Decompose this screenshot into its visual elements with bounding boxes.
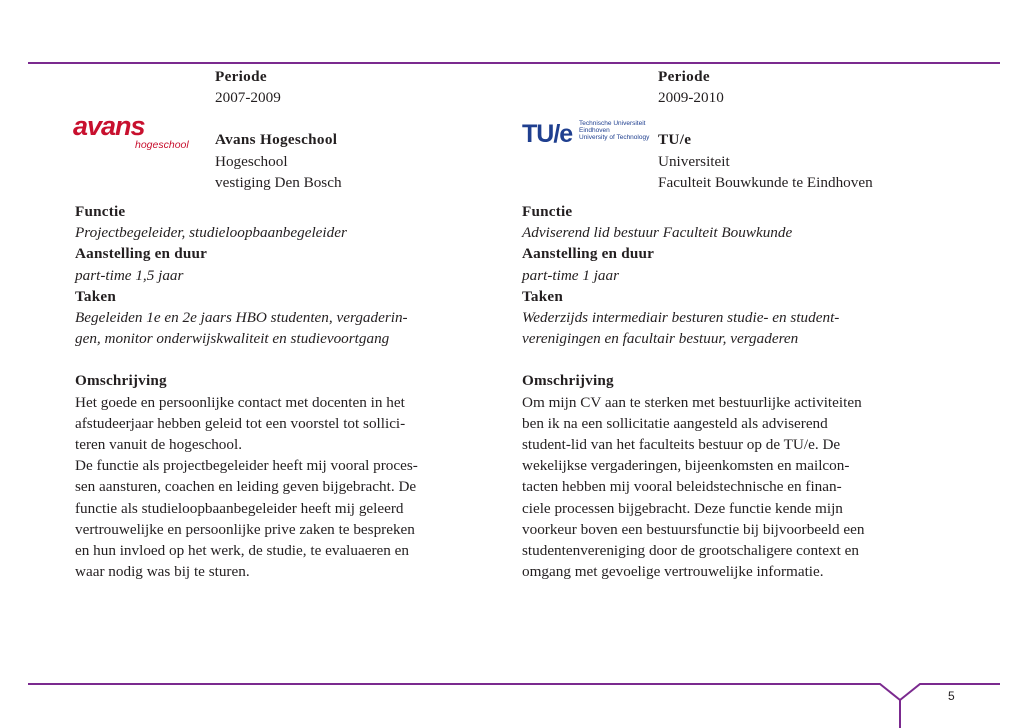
right-taken-line: verenigingen en facultair bestuur, vergaderen — [522, 330, 799, 348]
page-number: 5 — [948, 689, 955, 703]
left-functie-value: Projectbegeleider, studieloopbaanbegeleider — [75, 224, 347, 242]
right-taken-line: Wederzijds intermediair besturen studie- en student- — [522, 309, 840, 327]
left-omschrijving-line: vertrouwelijke en persoonlijke prive zaken te bespreken — [75, 520, 415, 538]
left-aanstelling-value: part-time 1,5 jaar — [75, 266, 184, 284]
right-omschrijving-line: student-lid van het faculteits bestuur op de TU/e. De — [522, 436, 841, 454]
top-divider — [28, 62, 1000, 64]
left-org-type: Hogeschool — [215, 152, 288, 170]
tue-logo-text: TU/e — [522, 120, 573, 148]
right-omschrijving-line: voorkeur boven een bestuursfunctie bij bijvoorbeeld een — [522, 520, 865, 538]
left-omschrijving-label: Omschrijving — [75, 372, 167, 390]
left-omschrijving-line: De functie als projectbegeleider heeft mij vooral proces- — [75, 457, 418, 475]
right-omschrijving-line: studentenvereniging door de grootschaligere context en — [522, 542, 859, 560]
right-body — [522, 201, 962, 582]
left-periode-value: 2007-2009 — [215, 89, 281, 107]
left-omschrijving-line: sen aansturen, coachen en leiding geven bijgebracht. De — [75, 478, 417, 496]
right-meta — [658, 66, 873, 193]
right-periode-value: 2009-2010 — [658, 89, 724, 107]
right-omschrijving-line: wekelijkse vergaderingen, bijeenkomsten en mailcon- — [522, 457, 850, 475]
left-meta — [215, 66, 342, 193]
left-taken-line: Begeleiden 1e en 2e jaars HBO studenten, vergaderin- — [75, 309, 408, 327]
avans-logo-subtext: hogeschool — [135, 139, 189, 151]
right-org-type: Universiteit — [658, 152, 730, 170]
right-omschrijving-line: ben ik na een sollicitatie aangesteld als adviserend — [522, 414, 828, 432]
left-org-detail: vestiging Den Bosch — [215, 173, 342, 191]
right-omschrijving-line: omgang met gevoelige vertrouwelijke informatie. — [522, 563, 824, 581]
left-omschrijving-line: teren vanuit de hogeschool. — [75, 436, 243, 454]
right-org-detail: Faculteit Bouwkunde te Eindhoven — [658, 173, 873, 191]
right-omschrijving-line: tacten hebben mij vooral beleidstechnische en finan- — [522, 478, 842, 496]
avans-logo-text: avans — [73, 111, 145, 141]
right-omschrijving-label: Omschrijving — [522, 372, 614, 390]
left-functie-label: Functie — [75, 203, 126, 220]
tue-logo-line-3: University of Technology — [579, 134, 650, 141]
left-aanstelling-label: Aanstelling en duur — [75, 245, 208, 263]
left-omschrijving-line: en hun invloed op het werk, de studie, te evaluaeren en — [75, 542, 410, 560]
left-omschrijving-line: Het goede en persoonlijke contact met docenten in het — [75, 393, 405, 411]
tue-logo-line-2: Eindhoven — [579, 127, 610, 134]
left-body — [75, 201, 515, 582]
right-periode-label: Periode — [658, 68, 710, 85]
right-functie-label: Functie — [522, 203, 573, 220]
right-aanstelling-label: Aanstelling en duur — [522, 245, 655, 263]
tue-logo — [522, 117, 650, 148]
right-taken-label: Taken — [522, 287, 563, 305]
right-org-name: TU/e — [658, 131, 692, 149]
left-org-name: Avans Hogeschool — [215, 131, 338, 149]
left-omschrijving-line: afstudeerjaar hebben geleid tot een voorstel tot sollici- — [75, 414, 406, 432]
left-taken-label: Taken — [75, 287, 116, 305]
left-taken-line: gen, monitor onderwijskwaliteit en studievoortgang — [75, 330, 390, 348]
right-omschrijving-line: ciele processen bijgebracht. Deze functie kende mijn — [522, 499, 843, 517]
left-omschrijving-line: waar nodig was bij te sturen. — [75, 563, 250, 581]
tue-logo-line-1: Technische Universiteit — [579, 120, 646, 127]
avans-logo — [73, 111, 189, 153]
left-periode-label: Periode — [215, 68, 267, 85]
bottom-divider — [0, 660, 1030, 728]
right-functie-value: Adviserend lid bestuur Faculteit Bouwkunde — [522, 224, 793, 242]
right-omschrijving-line: Om mijn CV aan te sterken met bestuurlijke activiteiten — [522, 393, 862, 411]
right-aanstelling-value: part-time 1 jaar — [522, 266, 620, 284]
left-omschrijving-line: functie als studieloopbaanbegeleider heeft mij geleerd — [75, 499, 404, 517]
